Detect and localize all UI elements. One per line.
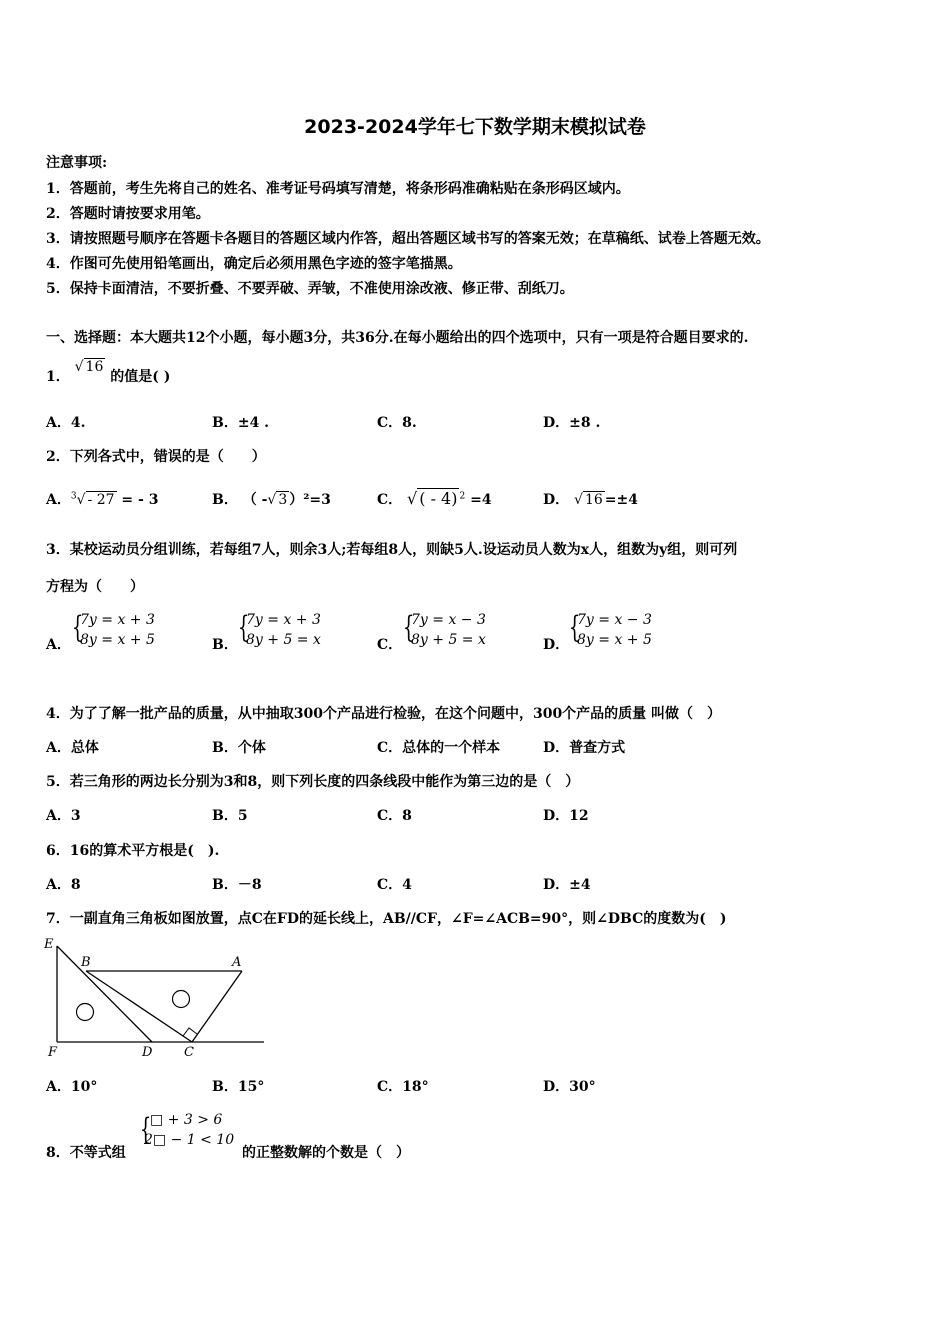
option-b: B．15° — [212, 1079, 265, 1095]
radicand: 3 — [278, 492, 288, 508]
label-c: C — [184, 1045, 194, 1060]
option-c: C．18° — [377, 1079, 429, 1095]
triangle-figure — [44, 936, 268, 1062]
option-b: B．5 — [212, 808, 248, 824]
line-ac — [192, 971, 242, 1042]
equation-1: 7y = x − 3 — [411, 612, 486, 628]
option-prefix: （ - — [242, 492, 268, 508]
option-label: B． — [212, 637, 238, 653]
option-c: C．4 — [377, 877, 412, 893]
option-a: A．4. — [46, 415, 86, 431]
option-a: A．8 — [46, 877, 81, 893]
option-rhs: ）²=3 — [289, 492, 331, 508]
inequality-system: { □ + 3 > 6 2□ − 1 < 10 — [139, 1112, 235, 1148]
note-item: 3．请按照题号顺序在答题卡各题目的答题区域内作答，超出答题区域书写的答案无效；在草稿纸、试卷上答题无效。 — [46, 231, 770, 247]
label-a: A — [232, 955, 242, 970]
option-label: C． — [377, 637, 403, 653]
exponent: 2 — [459, 491, 466, 502]
label-f: F — [48, 1045, 58, 1060]
option-d: D．±4 — [543, 877, 591, 893]
inequality-2: 2□ − 1 < 10 — [144, 1132, 235, 1148]
option-d: D．±8 . — [543, 415, 601, 431]
option-a: A．3 — [46, 808, 81, 824]
notes-heading: 注意事项: — [46, 155, 108, 171]
question-5: 5．若三角形的两边长分别为3和8，则下列长度的四条线段中能作为第三边的是（ ） — [46, 774, 580, 790]
option-b: B．个体 — [212, 740, 266, 756]
option-d: D．30° — [543, 1079, 596, 1095]
option-d: D．普查方式 — [543, 740, 626, 756]
equation-2: 8y + 5 = x — [411, 632, 486, 648]
equation-2: 8y = x + 5 — [80, 632, 155, 648]
radicand: 16 — [85, 359, 104, 375]
option-b: B． { 7y = x + 3 8y + 5 = x — [212, 610, 321, 653]
root-index: 3 — [70, 491, 77, 502]
label-d: D — [142, 1045, 153, 1060]
right-angle-mark — [183, 1028, 197, 1036]
question-2: 2．下列各式中，错误的是（ ） — [46, 449, 266, 465]
equation-1: 7y = x + 3 — [246, 612, 321, 628]
equation-2: 8y + 5 = x — [246, 632, 321, 648]
sqrt-expression: √ 16 — [74, 359, 104, 375]
option-label: D． — [543, 637, 570, 653]
note-item: 1．答题前，考生先将自己的姓名、准考证号码填写清楚，将条形码准确粘贴在条形码区域内。 — [46, 181, 630, 197]
question-7: 7．一副直角三角板如图放置，点C在FD的延长线上，AB//CF，∠F=∠ACB=90°，则∠DBC的度数为( ) — [46, 911, 727, 927]
question-6: 6．16的算术平方根是( ). — [46, 843, 220, 859]
option-label: B． — [212, 492, 238, 508]
inequality-1: □ + 3 > 6 — [150, 1112, 223, 1128]
option-c: C．8. — [377, 415, 417, 431]
option-a: A． { 7y = x + 3 8y = x + 5 — [46, 610, 155, 653]
option-a: A．$^3$√ - 27 = - 3 — [46, 491, 159, 508]
equation-1: 7y = x − 3 — [577, 612, 652, 628]
question-4: 4．为了了解一批产品的质量，从中抽取300个产品进行检验，在这个问题中，300个产品的质量 叫做（ ） — [46, 706, 722, 722]
question-8-prefix: 8．不等式组 — [46, 1145, 126, 1161]
question-3-line-1: 3．某校运动员分组训练，若每组7人，则余3人;若每组8人，则缺5人.设运动员人数为x人，组数为y组，则可列 — [46, 542, 738, 558]
option-c: C． √ ( - 4) $^2$ =4 — [377, 489, 492, 508]
note-item: 2．答题时请按要求用笔。 — [46, 206, 210, 222]
equation-1: 7y = x + 3 — [80, 612, 155, 628]
option-label: A． — [46, 492, 71, 508]
option-rhs: =±4 — [604, 492, 638, 508]
option-label: C． — [377, 492, 403, 508]
radicand: ( - 4) — [419, 489, 458, 508]
option-rhs: =4 — [470, 492, 492, 508]
note-item: 4．作图可先使用铅笔画出，确定后必须用黑色字迹的签字笔描黑。 — [46, 256, 462, 272]
option-c: C．总体的一个样本 — [377, 740, 501, 756]
option-d: D．12 — [543, 808, 589, 824]
option-b: B．－8 — [212, 877, 262, 893]
option-label: D． — [543, 492, 570, 508]
equation-2: 8y = x + 5 — [577, 632, 652, 648]
radicand: - 27 — [87, 492, 115, 508]
option-d: D． { 7y = x − 3 8y = x + 5 — [543, 610, 652, 653]
question-text: 的值是( ) — [110, 369, 171, 385]
option-b: B．±4 . — [212, 415, 270, 431]
option-d: D． √ 16 =±4 — [543, 492, 638, 508]
question-1 — [46, 359, 171, 386]
label-b: B — [81, 955, 91, 970]
note-item: 5．保持卡面清洁，不要折叠、不要弄破、弄皱，不准使用涂改液、修正带、刮纸刀。 — [46, 281, 574, 297]
page-title: 2023-2024学年七下数学期末模拟试卷 — [304, 116, 646, 138]
line-ed — [57, 946, 152, 1042]
question-3-line-2: 方程为（ ） — [46, 579, 144, 595]
option-c: C．8 — [377, 808, 412, 824]
option-a: A．10° — [46, 1079, 98, 1095]
circle-left — [77, 1004, 94, 1021]
circle-right — [173, 991, 190, 1008]
radicand: 16 — [584, 492, 603, 508]
question-number: 1． — [46, 369, 70, 385]
option-b: B． （ -√ 3 ）²=3 — [212, 492, 331, 508]
section-heading: 一、选择题：本大题共12个小题，每小题3分，共36分.在每小题给出的四个选项中，只有一项是符合题目要求的. — [46, 330, 749, 346]
label-e: E — [44, 937, 54, 952]
option-rhs: = - 3 — [121, 492, 159, 508]
option-label: A． — [46, 637, 71, 653]
question-8-suffix: 的正整数解的个数是（ ） — [242, 1145, 410, 1161]
option-a: A．总体 — [46, 740, 99, 756]
option-c: C． { 7y = x − 3 8y + 5 = x — [377, 610, 486, 653]
